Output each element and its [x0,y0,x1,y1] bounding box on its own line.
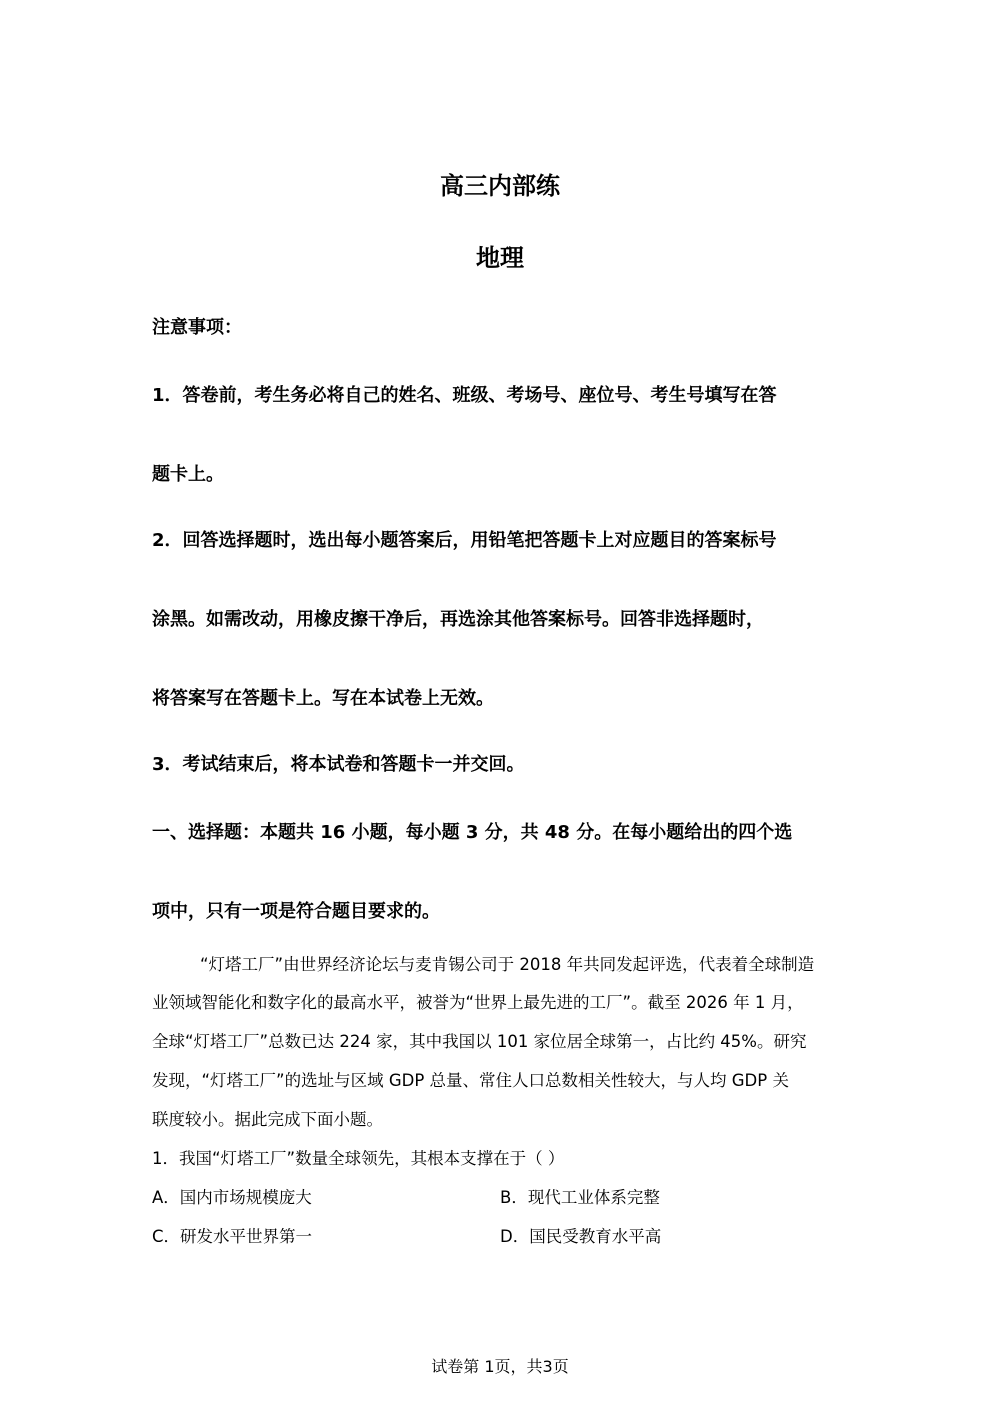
material-line: “灯塔工厂”由世界经济论坛与麦肯锡公司于 2018 年共同发起评选，代表着全球制造 [200,955,815,974]
page-footer: 试卷第 1页，共3页 [431,1357,569,1376]
notes-heading: 注意事项： [152,317,242,338]
option-d: D．国民受教育水平高 [500,1227,662,1246]
material-line: 业领域智能化和数字化的最高水平，被誉为“世界上最先进的工厂”。截至 2026 年 1 月， [152,993,804,1012]
exam-title: 高三内部练 [440,172,560,200]
material-line: 全球“灯塔工厂”总数已达 224 家，其中我国以 101 家位居全球第一，占比约 45%。研究 [152,1032,807,1051]
subject-title: 地理 [476,244,524,272]
notes-line: 3．考试结束后，将本试卷和答题卡一并交回。 [152,754,525,775]
notes-line: 涂黑。如需改动，用橡皮擦干净后，再选涂其他答案标号。回答非选择题时， [152,609,764,630]
section-heading: 一、选择题：本题共 16 小题，每小题 3 分，共 48 分。在每小题给出的四个选 [152,822,793,843]
material-line: 发现，“灯塔工厂”的选址与区域 GDP 总量、常住人口总数相关性较大，与人均 GDP 关 [152,1071,789,1090]
option-a: A．国内市场规模庞大 [152,1188,312,1207]
question-stem: 1．我国“灯塔工厂”数量全球领先，其根本支撑在于（ ） [152,1149,565,1168]
section-heading-cont: 项中，只有一项是符合题目要求的。 [152,901,440,922]
notes-line: 将答案写在答题卡上。写在本试卷上无效。 [152,688,494,709]
material-line: 联度较小。据此完成下面小题。 [152,1110,383,1129]
notes-line: 题卡上。 [152,464,224,485]
option-c: C．研发水平世界第一 [152,1227,313,1246]
option-b: B．现代工业体系完整 [500,1188,660,1207]
notes-line: 2．回答选择题时，选出每小题答案后，用铅笔把答题卡上对应题目的答案标号 [152,530,777,551]
notes-line: 1．答卷前，考生务必将自己的姓名、班级、考场号、座位号、考生号填写在答 [152,385,777,406]
